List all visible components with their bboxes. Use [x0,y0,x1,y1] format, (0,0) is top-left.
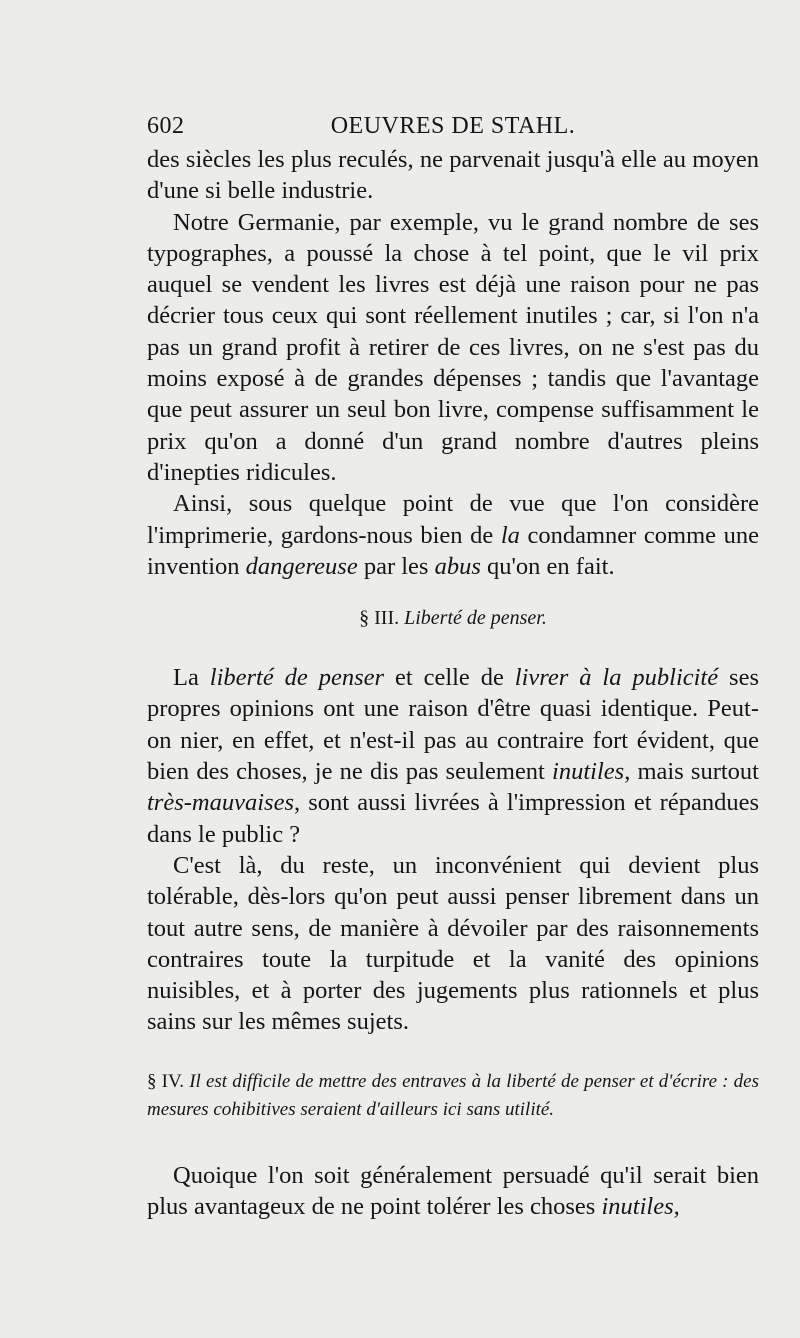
section-title: Liberté de penser. [404,607,547,630]
paragraph-quoique [147,1160,759,1223]
paragraph-liberte [147,662,759,850]
paragraph-text: La [173,664,210,692]
paragraph-text: , sont aussi livrées à l'impression et répandues dans le public ? [147,789,759,848]
paragraph-text: Ainsi, sous quelque point de vue que l'on considère l'imprimerie, gardons-nous bien de [147,490,759,549]
italic-text: liberté de penser [209,664,385,692]
italic-text: la [500,521,520,549]
page-number: 602 [147,113,185,139]
italic-text: dangereuse [245,552,358,580]
section-number: § III. [359,607,400,630]
section-title: Il est difficile de mettre des entraves à la liberté de penser et d'écrire : des mesures cohibitives seraient d'ailleurs ici sans utilité. [147,1070,760,1120]
section-number: § IV. [147,1070,185,1092]
section-heading-4 [147,1068,759,1124]
italic-text: inutiles [552,758,625,786]
paragraph-text: et celle de [384,664,515,692]
paragraph-cest-la [147,850,759,1038]
paragraph-text: des siècles les plus reculés, ne parvenait jusqu'à elle au moyen d'une si belle industrie. [147,146,759,205]
italic-text: abus [434,552,481,580]
running-title: OEUVRES DE STAHL. [330,113,576,139]
paragraph-text: ses propres opinions ont une raison d'être quasi identique. Peut-on nier, en effet, et n'est-il pas au contraire fort évident, que bien des choses, je ne dis pas seulement [147,664,759,786]
paragraph-text: condamner comme une invention [147,521,760,580]
paragraph-text: Notre Germanie, par exemple, vu le grand nombre de ses typographes, a poussé la chose à tel point, que le vil prix auquel se vendent les livres est déjà une raison pour ne pas décrier tous ceux qui sont réellement inutiles ; car, si l'on n'a pas un grand profit à retirer de ces livres, on ne s'est pas du moins exposé à de grandes dépenses ; tandis que l'avantage que peut assurer un seul bon livre, compense suffisamment le prix qu'on a donné d'un grand nombre d'autres pleins d'inepties ridicules. [147,208,759,486]
paragraph-continuation [147,144,759,207]
paragraph-text: C'est là, du reste, un inconvénient qui devient plus tolérable, dès-lors qu'on peut aussi penser librement dans un tout autre sens, de manière à dévoiler par des raisonnements contraires toute la turpitude et la vanité des opinions nuisibles, et à porter des jugements plus rationnels et plus sains sur les mêmes sujets. [147,851,759,1036]
italic-text: très-mauvaises [147,789,294,817]
paragraph-text: Quoique l'on soit généralement persuadé qu'il serait bien plus avantageux de ne point tolérer les choses [147,1161,759,1221]
section-heading-3 [147,604,759,632]
paragraph-germanie [147,207,759,489]
paragraph-text: qu'on en fait. [480,552,615,580]
italic-text: inutiles, [601,1193,680,1221]
running-header [147,100,759,144]
paragraph-text: , mais surtout [624,758,759,786]
italic-text: livrer à la publicité [514,664,719,692]
page-text-block [147,100,759,1222]
paragraph-ainsi [147,488,759,582]
paragraph-text: par les [357,552,435,580]
